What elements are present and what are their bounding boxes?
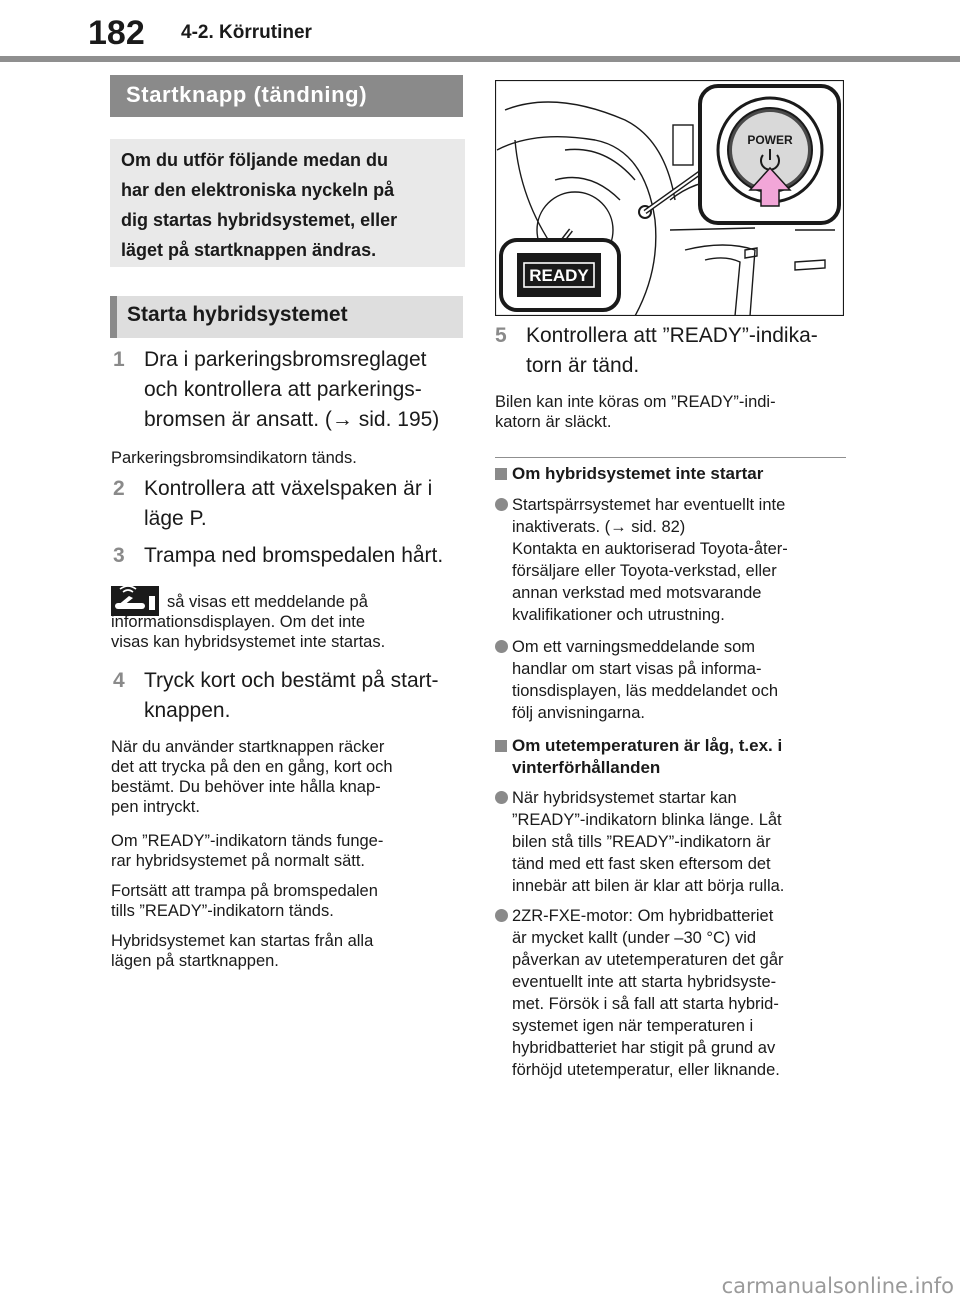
bullet-line: tionsdisplayen, läs meddelandet och — [512, 682, 779, 700]
step-line: torn är tänd. — [526, 354, 640, 377]
step-line: Trampa ned bromspedalen hårt. — [144, 544, 444, 567]
bullet-item — [495, 905, 855, 1085]
subtitle-accent — [110, 296, 117, 338]
note-line: rar hybridsystemet på normalt sätt. — [111, 852, 366, 870]
bullet-line: handlar om start visas på informa- — [512, 660, 762, 678]
bullet-line: kvalifikationer och utrustning. — [512, 606, 725, 624]
round-bullet-icon — [495, 498, 508, 511]
brake-message-line: visas kan hybridsystemet inte startas. — [111, 633, 386, 651]
step-line: bromsen är ansatt. (→ sid. 195) — [144, 408, 440, 431]
step-line: knappen. — [144, 699, 231, 722]
bullet-line: hybridbatteriet har stigit på grund av — [512, 1039, 776, 1057]
note-line: lägen på startknappen. — [111, 952, 279, 970]
note-line: det att trycka på den en gång, kort och — [111, 758, 393, 776]
bullet-line: är mycket kallt (under –30 °C) vid — [512, 929, 757, 947]
watermark: carmanualsonline.info — [721, 1274, 954, 1298]
bullet-item — [495, 787, 855, 899]
bullet-line: följ anvisningarna. — [512, 704, 645, 722]
bullet-item — [495, 636, 855, 726]
press-note-4 — [111, 931, 471, 971]
subtitle: Starta hybridsystemet — [127, 303, 348, 326]
bullet-line: eventuellt inte att starta hybridsyste- — [512, 973, 777, 991]
step-line: läge P. — [144, 507, 207, 530]
note-line: Bilen kan inte köras om ”READY”-indi- — [495, 393, 776, 411]
step-line: Tryck kort och bestämt på start- — [144, 669, 439, 692]
step-1 — [113, 345, 473, 437]
bullet-line: systemet igen när temperaturen i — [512, 1017, 754, 1035]
bullet-line: Startspärrsystemet har eventuellt inte — [512, 496, 786, 514]
press-note-1 — [111, 737, 471, 817]
square-bullet-icon — [495, 740, 507, 752]
bullet-line: innebär att bilen är klar att börja rulla. — [512, 877, 785, 895]
bullet-item — [495, 494, 855, 628]
bullet-line: förhöjd utetemperatur, eller liknande. — [512, 1061, 780, 1079]
round-bullet-icon — [495, 640, 508, 653]
brake-message — [111, 592, 471, 652]
ready-label: READY — [529, 266, 589, 285]
step-line: Dra i parkeringsbromsreglaget — [144, 348, 427, 371]
step-line: Kontrollera att ”READY”-indika- — [526, 324, 818, 347]
chapter-title-bar — [110, 75, 463, 117]
brake-message-line: informationsdisplayen. Om det inte — [111, 613, 366, 631]
press-note-3 — [111, 881, 471, 921]
subtitle-bar — [110, 296, 463, 338]
note-line: Fortsätt att trampa på bromspedalen — [111, 882, 378, 900]
section-heading: Om utetemperaturen är låg, t.ex. i vinterförhållanden — [495, 735, 855, 781]
brake-message-line: så visas ett meddelande på — [167, 593, 368, 611]
intro-line: dig startas hybridsystemet, eller — [121, 210, 398, 230]
section-divider — [495, 457, 846, 458]
power-label: POWER — [747, 133, 793, 147]
bullet-line: Om ett varningsmeddelande som — [512, 638, 756, 656]
header-divider — [0, 56, 960, 62]
step-number: 1 — [113, 348, 125, 371]
parking-note: Parkeringsbromsindikatorn tänds. — [111, 449, 357, 467]
note-line: katorn är släckt. — [495, 413, 612, 431]
note-line: När du använder startknappen räcker — [111, 738, 385, 756]
step-number: 2 — [113, 477, 125, 500]
bullet-line: Kontakta en auktoriserad Toyota-åter- — [512, 540, 788, 558]
square-bullet-icon — [495, 468, 507, 480]
note-line: pen intryckt. — [111, 798, 200, 816]
bullet-line: bilen stå tills ”READY”-indikatorn är — [512, 833, 771, 851]
step-3 — [113, 541, 473, 573]
page-number: 182 — [88, 14, 145, 52]
round-bullet-icon — [495, 791, 508, 804]
step-number: 4 — [113, 669, 125, 692]
bullet-line: met. Försök i så fall att starta hybrid- — [512, 995, 779, 1013]
bullet-line: ”READY”-indikatorn blinka länge. Låt — [512, 811, 782, 829]
bullet-line: tänd med ett fast sken eftersom det — [512, 855, 771, 873]
chapter-title: Startknapp (tändning) — [126, 82, 368, 107]
section-heading: Om hybridsystemet inte startar — [495, 463, 855, 487]
step-line: och kontrollera att parkerings- — [144, 378, 422, 401]
intro-line: har den elektroniska nyckeln på — [121, 180, 395, 200]
step-5 — [495, 321, 855, 383]
step-line: Kontrollera att växelspaken är i — [144, 477, 433, 500]
step-4 — [113, 666, 473, 728]
bullet-line: När hybridsystemet startar kan — [512, 789, 737, 807]
note-line: Om ”READY”-indikatorn tänds funge- — [111, 832, 384, 850]
step-number: 5 — [495, 324, 507, 347]
press-note-2 — [111, 831, 471, 871]
step-number: 3 — [113, 544, 125, 567]
bullet-line: annan verkstad med motsvarande — [512, 584, 762, 602]
bullet-line: inaktiverats. (→ sid. 82) — [512, 518, 686, 536]
step-2 — [113, 474, 473, 536]
section-title: 4-2. Körrutiner — [181, 22, 312, 43]
note-line: tills ”READY”-indikatorn tänds. — [111, 902, 334, 920]
note-line: bestämt. Du behöver inte hålla knap- — [111, 778, 381, 796]
bullet-line: 2ZR-FXE-motor: Om hybridbatteriet — [512, 907, 774, 925]
ready-off-note — [495, 392, 855, 432]
note-line: Hybridsystemet kan startas från alla — [111, 932, 374, 950]
bullet-line: försäljare eller Toyota-verkstad, eller — [512, 562, 777, 580]
power-button-illustration — [495, 80, 844, 316]
bullet-line: påverkan av utetemperaturen det går — [512, 951, 784, 969]
intro-box — [110, 139, 465, 267]
intro-line: läget på startknappen ändras. — [121, 240, 377, 260]
intro-line: Om du utför följande medan du — [121, 150, 388, 170]
round-bullet-icon — [495, 909, 508, 922]
